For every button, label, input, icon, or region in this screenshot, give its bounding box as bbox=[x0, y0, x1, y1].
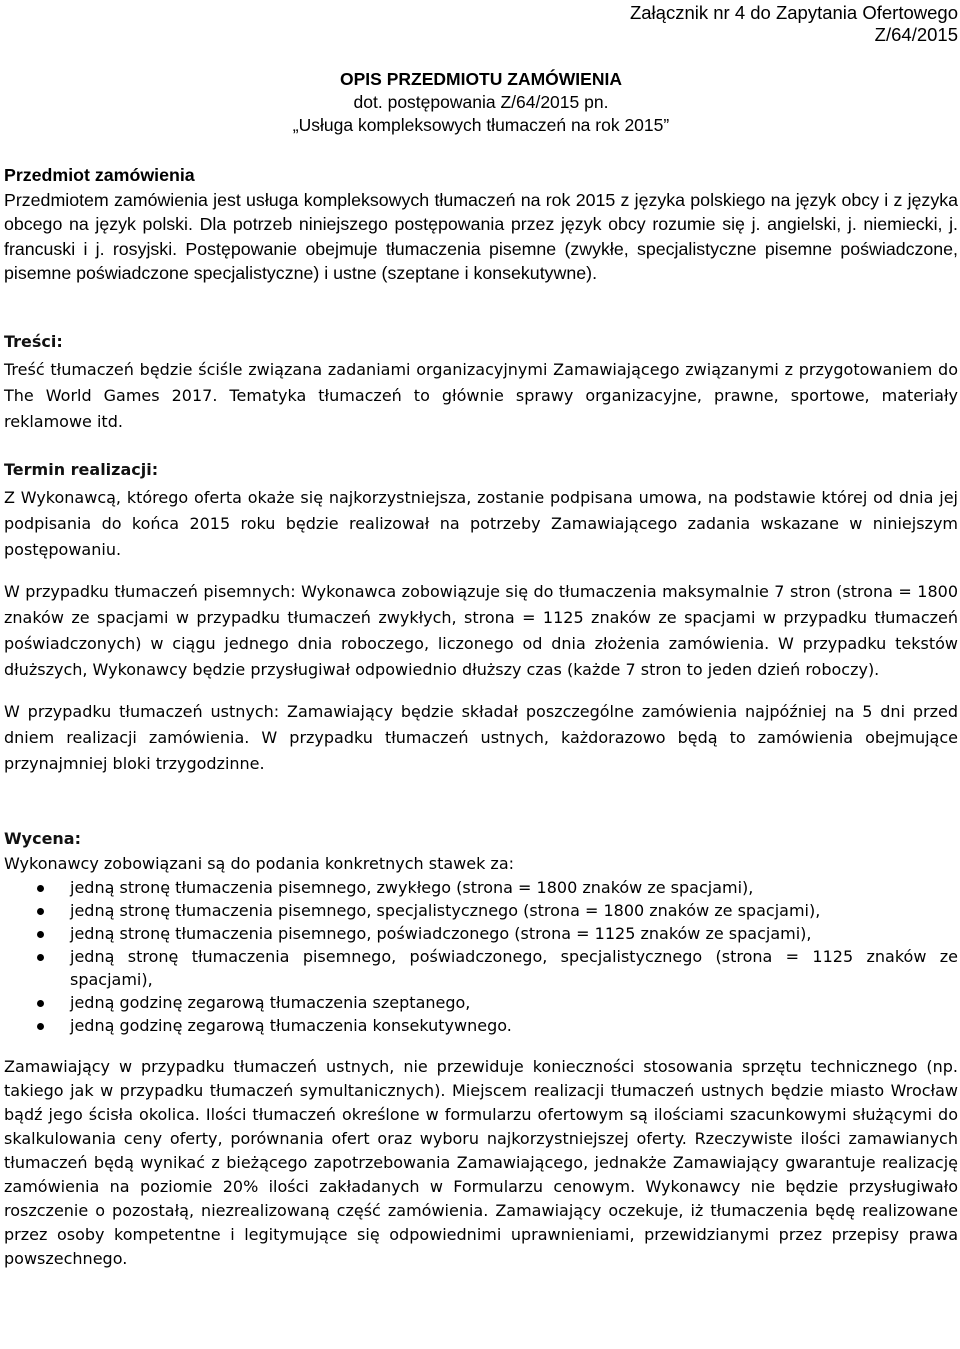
section-termin bbox=[4, 457, 958, 777]
section-heading-tresci: Treści: bbox=[4, 332, 63, 351]
document-title: OPIS PRZEDMIOTU ZAMÓWIENIA bbox=[340, 69, 622, 89]
list-item: jedną godzinę zegarową tłumaczenia konsekutywnego. bbox=[4, 1014, 958, 1037]
section-heading-przedmiot: Przedmiot zamówienia bbox=[4, 165, 195, 185]
document-title-block bbox=[4, 68, 958, 137]
annex-line-1: Załącznik nr 4 do Zapytania Ofertowego bbox=[629, 2, 958, 23]
termin-paragraph-1: Z Wykonawcą, którego oferta okaże się najkorzystniejsza, zostanie podpisana umowa, na podstawie której od dnia jej podpisania do końca 2015 roku będzie realizował na potrzeby Zamawiającego zadania wskazane w niniejszym postępowaniu. bbox=[4, 488, 958, 559]
list-item: jedną stronę tłumaczenia pisemnego, specjalistycznego (strona = 1800 znaków ze spacjami), bbox=[4, 899, 958, 922]
section-tresci bbox=[4, 329, 958, 435]
przedmiot-paragraph: Przedmiotem zamówienia jest usługa kompleksowych tłumaczeń na rok 2015 z języka polskiego na język obcy i z języka obcego na język polski. Dla potrzeb niniejszego postępowania przez język obcy rozumie się j. angielski, j. niemiecki, j. francuski i j. rosyjski. Postępowanie obejmuje tłumaczenia pisemne (zwykłe, specjalistyczne pisemne poświadczone, pisemne poświadczone specjalistyczne) i ustne (szeptane i konsekutywne). bbox=[4, 189, 958, 283]
list-item: jedną stronę tłumaczenia pisemnego, poświadczonego, specjalistycznego (strona = 1125 znaków ze spacjami), bbox=[4, 945, 958, 991]
list-item: jedną stronę tłumaczenia pisemnego, poświadczonego (strona = 1125 znaków ze spacjami), bbox=[4, 922, 958, 945]
section-heading-termin: Termin realizacji: bbox=[4, 460, 159, 479]
wycena-closing-paragraph: Zamawiający w przypadku tłumaczeń ustnych, nie przewiduje konieczności stosowania sprzętu technicznego (np. takiego jak w przypadku tłumaczeń symultanicznych). Miejscem realizacji tłumaczeń ustnych będzie miasto Wrocław bądź jego ścisła okolica. Ilości tłumaczeń określone w formularzu ofertowym są ilościami szacunkowymi służącymi do skalkulowania ceny oferty, porównania ofert oraz wyboru najkorzystniejszej oferty. Rzeczywiste ilości zamawianych tłumaczeń będą wynikać z bieżącego zapotrzebowania Zamawiającego, jednakże Zamawiający gwarantuje realizację zamówienia na poziomie 20% ilości zakładanych w Formularzu cenowym. Wykonawcy nie będzie przysługiwało roszczenie o pozostałą, niezrealizowaną część zamówienia. Zamawiający oczekuje, iż tłumaczenia będę realizowane przez osoby kompetentne i legitymujące się odpowiednimi uprawnieniami, przewidzianymi przez przepisy prawa powszechnego. bbox=[4, 1057, 958, 1268]
wycena-intro: Wykonawcy zobowiązani są do podania konkretnych stawek za: bbox=[4, 854, 515, 873]
list-item: jedną stronę tłumaczenia pisemnego, zwykłego (strona = 1800 znaków ze spacjami), bbox=[4, 876, 958, 899]
wycena-rate-list bbox=[4, 876, 958, 1037]
annex-header bbox=[630, 2, 958, 46]
termin-paragraph-2: W przypadku tłumaczeń pisemnych: Wykonawca zobowiązuje się do tłumaczenia maksymalnie 7 stron (strona = 1800 znaków ze spacjami w przypadku tłumaczeń zwykłych, strona = 1125 znaków ze spacjami w przypadku tłumaczeń poświadczonych) w ciągu jednego dnia roboczego, liczonego od dnia złożenia zamówienia. W przypadku tekstów dłuższych, Wykonawcy będzie przysługiwał odpowiednio dłuższy czas (każde 7 stron to jeden dzień roboczy). bbox=[4, 582, 958, 679]
section-przedmiot bbox=[4, 163, 958, 286]
list-item: jedną godzinę zegarową tłumaczenia szeptanego, bbox=[4, 991, 958, 1014]
termin-paragraph-3: W przypadku tłumaczeń ustnych: Zamawiający będzie składał poszczególne zamówienia najpóźniej na 5 dni przed dniem realizacji zamówienia. W przypadku tłumaczeń ustnych, każdorazowo będą to zamówienia obejmujące przynajmniej bloki trzygodzinne. bbox=[4, 702, 958, 773]
procedure-name: „Usługa kompleksowych tłumaczeń na rok 2015” bbox=[292, 115, 670, 135]
section-heading-wycena: Wycena: bbox=[4, 829, 81, 848]
tresci-paragraph: Treść tłumaczeń będzie ściśle związana zadaniami organizacyjnymi Zamawiającego związanymi z przygotowaniem do The World Games 2017. Tematyka tłumaczeń to głównie sprawy organizacyjne, prawne, sportowe, materiały reklamowe itd. bbox=[4, 360, 958, 431]
annex-line-2: Z/64/2015 bbox=[874, 24, 958, 45]
section-wycena bbox=[4, 826, 958, 1271]
document-subtitle: dot. postępowania Z/64/2015 pn. bbox=[353, 92, 609, 112]
